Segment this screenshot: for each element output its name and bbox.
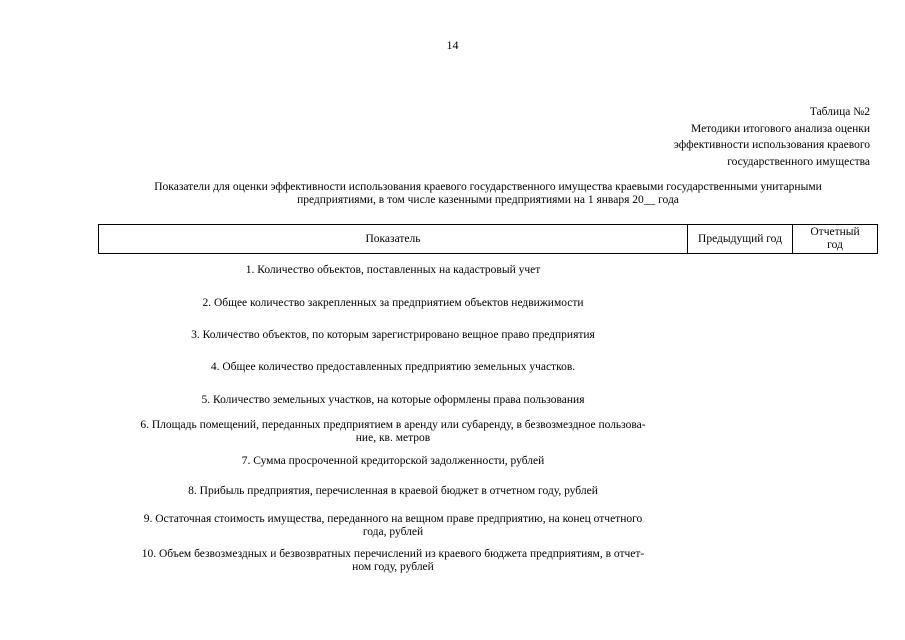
header-previous-year: Предыдущий год [688, 225, 793, 254]
table-row [98, 394, 688, 407]
caption-line: Методики итогового анализа оценки [691, 122, 870, 135]
row-text-continued: ние, кв. метров [355, 432, 431, 444]
table-row [98, 513, 688, 539]
table-row [98, 455, 688, 468]
row-text: 4. Общее количество предоставленных предприятию земельных участков. [210, 361, 576, 373]
row-text-continued: года, рублей [362, 526, 424, 538]
table-row [98, 297, 688, 310]
row-text: 9. Остаточная стоимость имущества, переданного на вещном праве предприятию, на конец отчетного [143, 513, 643, 525]
header-indicator: Показатель [99, 225, 688, 254]
row-text: 3. Количество объектов, по которым зарегистрировано вещное право предприятия [191, 329, 595, 341]
caption-line: Таблица №2 [809, 106, 870, 118]
header-reporting-year [793, 225, 878, 254]
indicators-table-header [98, 224, 878, 254]
caption-line: государственного имущества [727, 155, 870, 168]
page-number: 14 [446, 38, 459, 52]
table-row [98, 361, 688, 374]
table-row [98, 329, 688, 342]
header-row [99, 225, 878, 254]
row-text: 1. Количество объектов, поставленных на кадастровый учет [245, 264, 541, 276]
row-text: 6. Площадь помещений, переданных предприятием в аренду или субаренду, в безвозмездное пользова- [140, 419, 646, 431]
header-reporting-year-line1: Отчетный [810, 226, 860, 238]
row-text: 5. Количество земельных участков, на которые оформлены права пользования [201, 394, 585, 406]
table-row [98, 485, 688, 498]
row-text: 2. Общее количество закрепленных за предприятием объектов недвижимости [202, 297, 584, 309]
title-line: Показатели для оценки эффективности использования краевого государственного имущества краевыми государственными унитарными [154, 181, 822, 193]
caption-line: эффективности использования краевого [673, 139, 870, 151]
table-row [98, 419, 688, 445]
table-row [98, 548, 688, 574]
document-title [98, 181, 878, 207]
header-reporting-year-line2: год [827, 239, 843, 251]
row-text: 10. Объем безвозмездных и безвозвратных перечислений из краевого бюджета предприятиям, в отчет- [141, 548, 645, 560]
row-text-continued: ном году, рублей [352, 561, 434, 573]
title-line: предприятиями, в том числе казенными предприятиями на 1 января 20__ года [297, 194, 679, 206]
table-row [98, 264, 688, 277]
row-text: 7. Сумма просроченной кредиторской задолженности, рублей [241, 455, 545, 467]
row-text: 8. Прибыль предприятия, перечисленная в краевой бюджет в отчетном году, рублей [188, 485, 598, 497]
table-caption [550, 104, 870, 170]
